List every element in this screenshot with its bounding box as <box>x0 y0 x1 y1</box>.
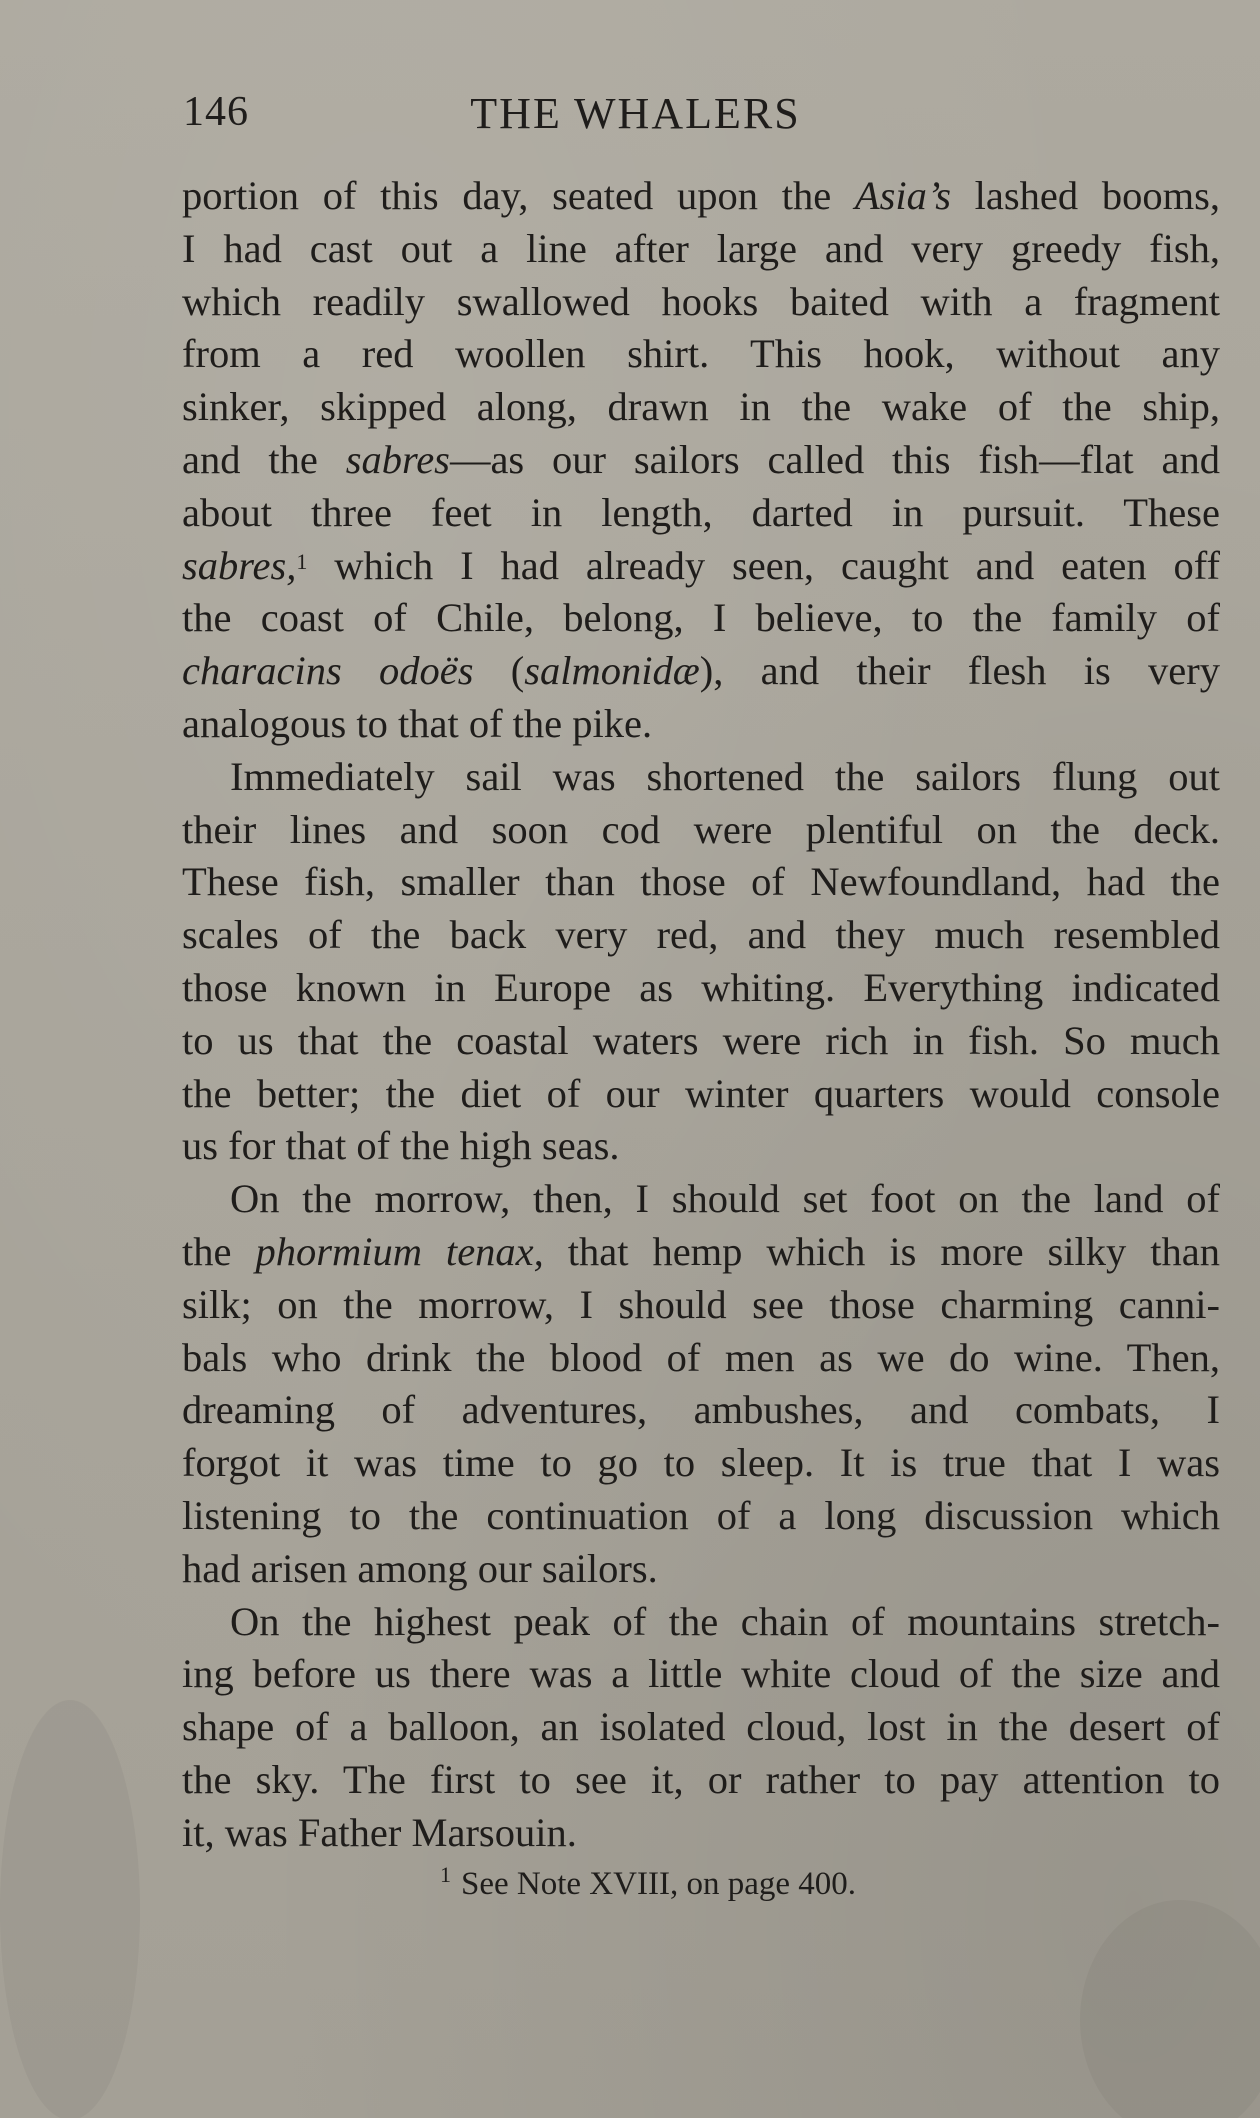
text-line <box>182 1068 1220 1121</box>
text-run: us for that of the high seas. <box>182 1123 620 1169</box>
text-line <box>182 698 1220 751</box>
running-title: THE WHALERS <box>470 89 801 138</box>
text-run: ing before us there was a little white cloud of the size and <box>182 1651 1220 1697</box>
text-line <box>182 1754 1220 1807</box>
text-run: the coast of Chile, belong, I believe, to the family of <box>182 595 1220 641</box>
italic-text: salmonidæ <box>524 648 700 694</box>
text-run: lashed booms, <box>950 173 1220 218</box>
italic-text: sabres, <box>182 542 297 588</box>
text-run: the <box>182 1228 256 1274</box>
footnote-text: See Note XVIII, on page 400. <box>461 1866 856 1902</box>
text-line <box>182 1279 1220 1332</box>
text-line <box>182 1596 1220 1649</box>
text-line <box>182 1648 1220 1701</box>
text-line <box>182 540 1220 593</box>
text-line <box>182 1807 1220 1860</box>
text-run: dreaming of adventures, ambushes, and combats, I <box>182 1387 1220 1433</box>
text-run: listening to the continuation of a long discussion which <box>182 1492 1220 1538</box>
text-line <box>182 1173 1220 1226</box>
text-line <box>182 1120 1220 1173</box>
text-run: ( <box>473 648 525 694</box>
text-line <box>182 856 1220 909</box>
text-run: to us that the coastal waters were rich in fish. So much <box>182 1017 1220 1063</box>
text-run: the better; the diet of our winter quarters would console <box>182 1070 1220 1116</box>
text-line <box>182 1226 1220 1279</box>
footnote-ref: 1 <box>296 548 308 574</box>
text-line <box>182 1543 1220 1596</box>
text-line <box>182 1015 1220 1068</box>
italic-text: sabres <box>345 436 450 482</box>
text-run: ), and their flesh is very <box>699 648 1220 694</box>
text-line <box>182 276 1220 329</box>
text-line <box>182 223 1220 276</box>
text-line <box>182 1384 1220 1437</box>
text-line <box>182 645 1220 698</box>
text-run: silk; on the morrow, I should see those charming canni- <box>182 1281 1220 1327</box>
body-text <box>182 170 1220 1860</box>
text-run: On the morrow, then, I should set foot on the land of <box>230 1176 1220 1222</box>
text-line <box>182 751 1220 804</box>
text-line <box>182 170 1220 223</box>
text-run: their lines and soon cod were plentiful on the deck. <box>182 806 1220 852</box>
text-run: Immediately sail was shortened the sailors flung out <box>230 753 1220 799</box>
text-line <box>182 1490 1220 1543</box>
text-run: from a red woollen shirt. This hook, without any <box>182 331 1220 377</box>
text-run: had arisen among our sailors. <box>182 1545 658 1591</box>
text-line <box>182 1332 1220 1385</box>
footnote <box>0 1862 1260 1903</box>
text-line <box>182 909 1220 962</box>
italic-text: phormium tenax, <box>255 1228 544 1274</box>
text-line <box>182 592 1220 645</box>
text-run: analogous to that of the pike. <box>182 700 653 746</box>
text-run: I had cast out a line after large and very greedy fish, <box>182 225 1220 271</box>
text-run: forgot it was time to go to sleep. It is true that I was <box>182 1440 1220 1486</box>
text-line <box>182 487 1220 540</box>
page-header <box>183 88 1218 148</box>
text-run: These fish, smaller than those of Newfoundland, had the <box>182 859 1220 905</box>
text-run: those known in Europe as whiting. Everything indicated <box>182 964 1220 1010</box>
text-line <box>182 962 1220 1015</box>
page-number: 146 <box>183 89 249 135</box>
text-run: and the <box>182 436 346 482</box>
text-line <box>182 1701 1220 1754</box>
text-line <box>182 328 1220 381</box>
text-line <box>182 804 1220 857</box>
text-run: portion of this day, seated upon the <box>182 173 855 218</box>
text-run: which I had already seen, caught and eaten off <box>307 542 1220 588</box>
text-run: —as our sailors called this fish—flat and <box>449 436 1220 482</box>
text-run: it, was Father Marsouin. <box>182 1809 577 1855</box>
page-stain <box>0 1700 140 2118</box>
italic-text: Asia’s <box>854 173 951 218</box>
italic-text: characins odoës <box>182 648 474 694</box>
text-run: shape of a balloon, an isolated cloud, lost in the desert of <box>182 1704 1220 1750</box>
text-run: sinker, skipped along, drawn in the wake of the ship, <box>182 384 1220 430</box>
text-run: that hemp which is more silky than <box>543 1228 1220 1274</box>
text-run: about three feet in length, darted in pursuit. These <box>182 489 1220 535</box>
text-run: scales of the back very red, and they much resembled <box>182 912 1220 958</box>
footnote-marker: 1 <box>440 1862 452 1887</box>
page-stain <box>1080 1900 1260 2118</box>
text-run: which readily swallowed hooks baited with a fragment <box>182 278 1220 324</box>
text-run: On the highest peak of the chain of mountains stretch- <box>230 1598 1220 1644</box>
text-run: bals who drink the blood of men as we do wine. Then, <box>182 1334 1220 1380</box>
text-run: the sky. The first to see it, or rather to pay attention to <box>182 1756 1220 1802</box>
text-line <box>182 434 1220 487</box>
text-line <box>182 381 1220 434</box>
text-line <box>182 1437 1220 1490</box>
